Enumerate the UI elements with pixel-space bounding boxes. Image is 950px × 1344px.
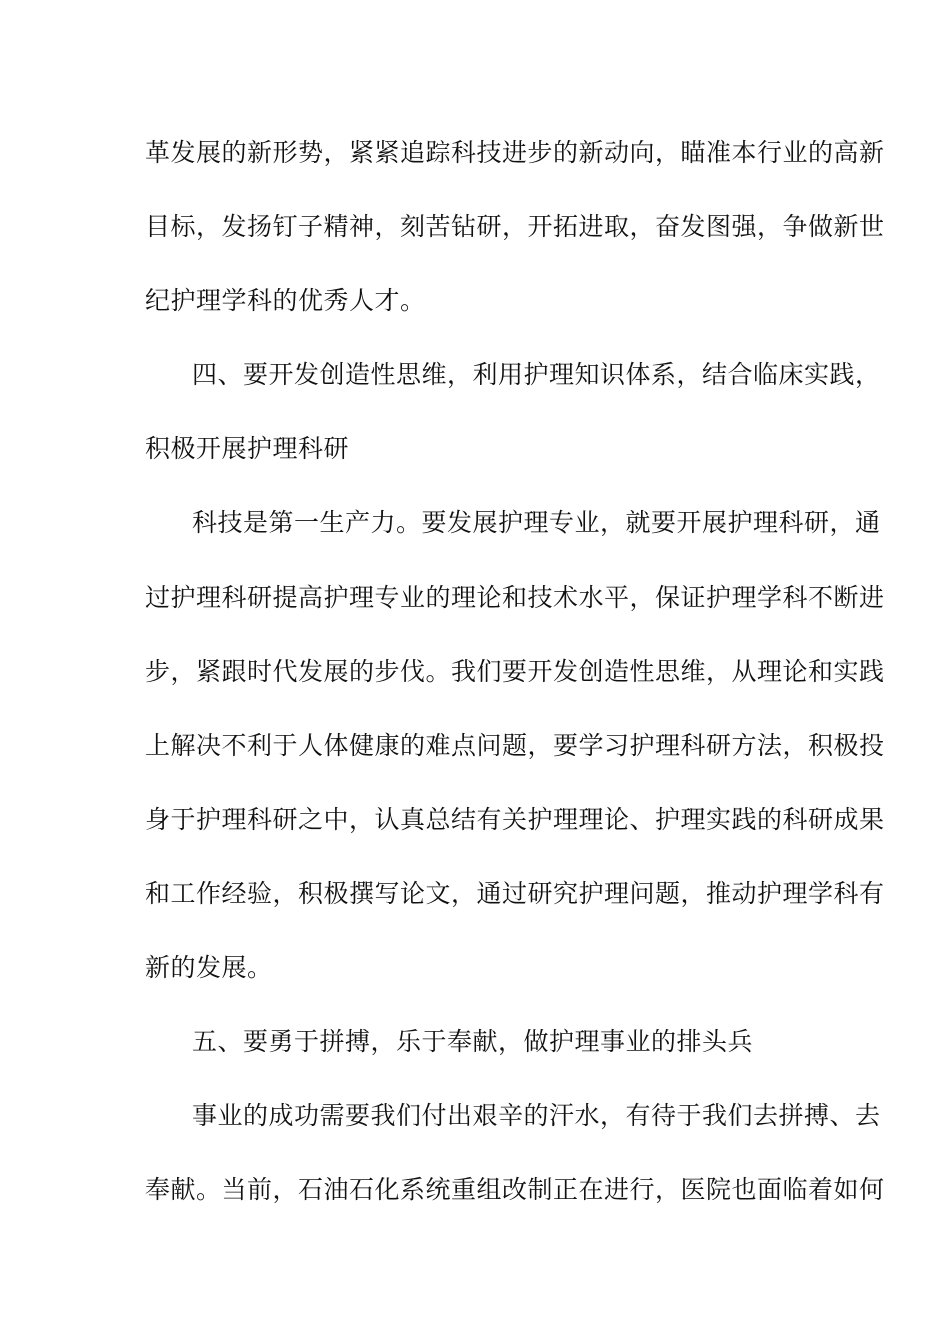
paragraph-line: 过护理科研提高护理专业的理论和技术水平，保证护理学科不断进 bbox=[145, 583, 885, 612]
paragraph-line: 革发展的新形势，紧紧追踪科技进步的新动向，瞄准本行业的高新 bbox=[145, 138, 885, 167]
paragraph-line: 纪护理学科的优秀人才。 bbox=[145, 286, 426, 315]
paragraph-line: 新的发展。 bbox=[145, 953, 273, 982]
paragraph-line: 步，紧跟时代发展的步伐。我们要开发创造性思维，从理论和实践 bbox=[145, 657, 885, 686]
paragraph-line: 奉献。当前，石油石化系统重组改制正在进行，医院也面临着如何 bbox=[145, 1175, 885, 1204]
paragraph-line: 身于护理科研之中，认真总结有关护理理论、护理实践的科研成果 bbox=[145, 805, 885, 834]
paragraph-line: 事业的成功需要我们付出艰辛的汗水，有待于我们去拼搏、去 bbox=[192, 1101, 881, 1130]
section-heading-line: 五、要勇于拼搏，乐于奉献，做护理事业的排头兵 bbox=[192, 1027, 754, 1056]
paragraph-line: 科技是第一生产力。要发展护理专业，就要开展护理科研，通 bbox=[192, 508, 881, 537]
paragraph-line: 目标，发扬钉子精神，刻苦钻研，开拓进取，奋发图强，争做新世 bbox=[145, 212, 885, 241]
paragraph-line: 上解决不利于人体健康的难点问题，要学习护理科研方法，积极投 bbox=[145, 731, 885, 760]
paragraph-line: 和工作经验，积极撰写论文，通过研究护理问题，推动护理学科有 bbox=[145, 879, 885, 908]
section-heading-line: 积极开展护理科研 bbox=[145, 434, 350, 463]
section-heading-line: 四、要开发创造性思维，利用护理知识体系，结合临床实践， bbox=[192, 360, 881, 389]
